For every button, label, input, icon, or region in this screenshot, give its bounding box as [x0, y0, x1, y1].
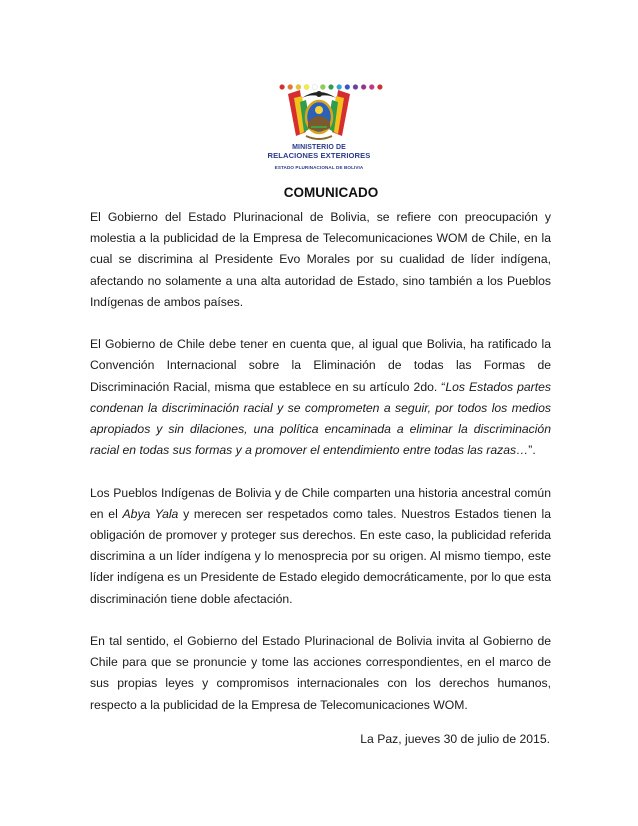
paragraph-4: En tal sentido, el Gobierno del Estado Plurinacional de Bolivia invita al Gobierno de Chile para que se pronuncie y tome las acciones correspondientes, en el marco de sus propias leyes y compromisos internacionales con los derechos humanos, respecto a la publicidad de la Empresa de Telecomunicaciones WOM.: [90, 634, 551, 712]
color-dot: [296, 84, 301, 89]
color-dot: [337, 84, 342, 89]
paragraph-3-rest: y merecen ser respetados como tales. Nuestros Estados tienen la obligación de promover y proteger sus derechos. En este caso, la publicidad referida discrimina a un líder indígena y lo menosprecia por su origen. Al mismo tiempo, este líder indígena es un Presidente de Estado elegido democráticamente, por lo que esta discriminación tiene doble afectación.: [90, 506, 551, 606]
paragraph-2-close: ”.: [528, 443, 536, 458]
color-dot: [377, 84, 382, 89]
paragraph-2: [90, 334, 551, 461]
bolivia-coat-of-arms-icon: [278, 84, 360, 144]
ministry-name-line2: RELACIONES EXTERIORES: [267, 151, 371, 160]
color-dot: [353, 84, 358, 89]
paragraph-3-intro: Los Pueblos Indígenas de Bolivia y de Chile comparten una historia ancestral común en el: [90, 485, 551, 521]
paragraph-3: [90, 483, 551, 610]
signoff-date: La Paz, jueves 30 de julio de 2015.: [360, 732, 550, 746]
ministry-name-line1: MINISTERIO DE: [292, 144, 346, 151]
document-body: [90, 207, 551, 737]
color-dot: [345, 84, 350, 89]
paragraph-1: El Gobierno del Estado Plurinacional de Bolivia, se refiere con preocupación y molestia a la publicidad de la Empresa de Telecomunicaciones WOM de Chile, en la cual se discrimina al Presidente Evo Morales por su cualidad de líder indígena, afectando no solamente a una alta autoridad de Estado, sino también a los Pueblos Indígenas de ambos países.: [90, 210, 551, 309]
color-dot: [288, 84, 293, 89]
color-dot: [328, 84, 333, 89]
color-dot: [369, 84, 374, 89]
document-title: COMUNICADO: [283, 185, 379, 200]
paragraph-3-italic: Abya Yala: [122, 506, 179, 521]
color-dot: [279, 84, 284, 89]
color-dots-strip: [278, 84, 384, 90]
color-dot: [312, 84, 317, 89]
color-dot: [320, 84, 325, 89]
paragraph-2-quote: Los Estados partes condenan la discriminación racial y se comprometen a seguir, por todos los medios apropiados y sin dilaciones, una política encaminada a eliminar la discriminación racial en todas sus formas y a promover el entendimiento entre todas las razas…: [90, 379, 551, 458]
ministry-letterhead: [262, 84, 376, 176]
color-dot: [361, 84, 366, 89]
paragraph-2-intro: El Gobierno de Chile debe tener en cuenta que, al igual que Bolivia, ha ratificado la Convención Internacional sobre la Eliminación de todas las Formas de Discriminación Racial, misma que establece en su artículo 2do. “: [90, 337, 551, 394]
color-dot: [304, 84, 309, 89]
ministry-name-line3: ESTADO PLURINACIONAL DE BOLIVIA: [274, 165, 364, 170]
